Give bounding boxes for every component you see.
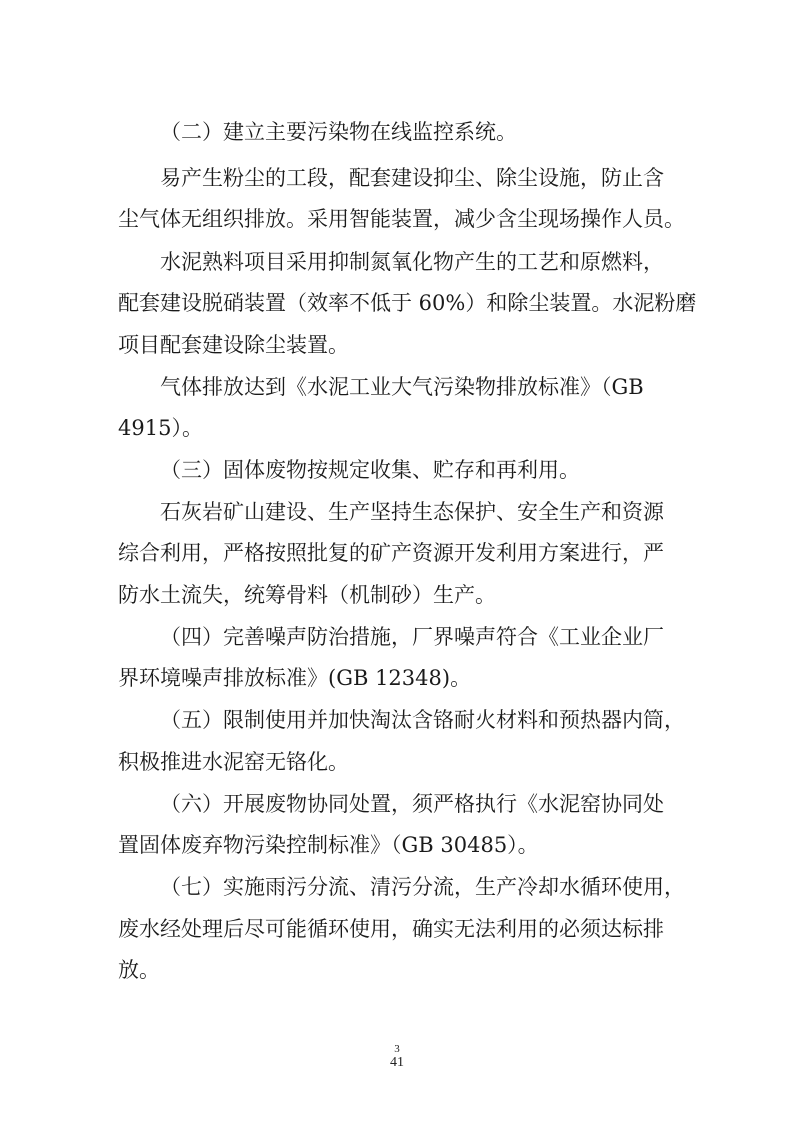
heading-2: （二）建立主要污染物在线监控系统。 bbox=[160, 120, 517, 144]
heading-6: （六）开展废物协同处置，须严格执行《水泥窑协同处 bbox=[160, 792, 664, 816]
paragraph-line: 气体排放达到《水泥工业大气污染物排放标准》（GB bbox=[160, 375, 644, 399]
total-page-number: 41 bbox=[390, 1055, 404, 1070]
paragraph-line: 项目配套建设除尘装置。 bbox=[118, 333, 349, 357]
paragraph-line: 防水土流失，统筹骨料（机制砂）生产。 bbox=[118, 583, 496, 607]
heading-7: （七）实施雨污分流、清污分流，生产冷却水循环使用， bbox=[160, 875, 685, 899]
heading-5: （五）限制使用并加快淘汰含铬耐火材料和预热器内筒， bbox=[160, 708, 685, 732]
paragraph-line: 废水经处理后尽可能循环使用，确实无法利用的必须达标排 bbox=[118, 917, 664, 941]
paragraph-line: 石灰岩矿山建设、生产坚持生态保护、安全生产和资源 bbox=[160, 500, 664, 524]
paragraph-line: 置固体废弃物污染控制标准》（GB 30485）。 bbox=[118, 833, 539, 857]
paragraph-line: 积极推进水泥窑无铬化。 bbox=[118, 750, 349, 774]
heading-4: （四）完善噪声防治措施，厂界噪声符合《工业企业厂 bbox=[160, 625, 664, 649]
paragraph-line: 尘气体无组织排放。采用智能装置，减少含尘现场操作人员。 bbox=[118, 207, 685, 231]
paragraph-line: 水泥熟料项目采用抑制氮氧化物产生的工艺和原燃料， bbox=[160, 250, 664, 274]
paragraph-line: 配套建设脱硝装置（效率不低于 60%）和除尘装置。水泥粉磨 bbox=[118, 291, 697, 315]
page-number: 3 bbox=[394, 1043, 400, 1055]
paragraph-line: 界环境噪声排放标准》(GB 12348)。 bbox=[118, 666, 472, 690]
paragraph-line: 易产生粉尘的工段，配套建设抑尘、除尘设施，防止含 bbox=[160, 166, 664, 190]
heading-3: （三）固体废物按规定收集、贮存和再利用。 bbox=[160, 458, 580, 482]
paragraph-line: 放。 bbox=[118, 958, 160, 982]
paragraph-line: 4915）。 bbox=[118, 416, 203, 440]
paragraph-line: 综合利用，严格按照批复的矿产资源开发利用方案进行，严 bbox=[118, 541, 664, 565]
